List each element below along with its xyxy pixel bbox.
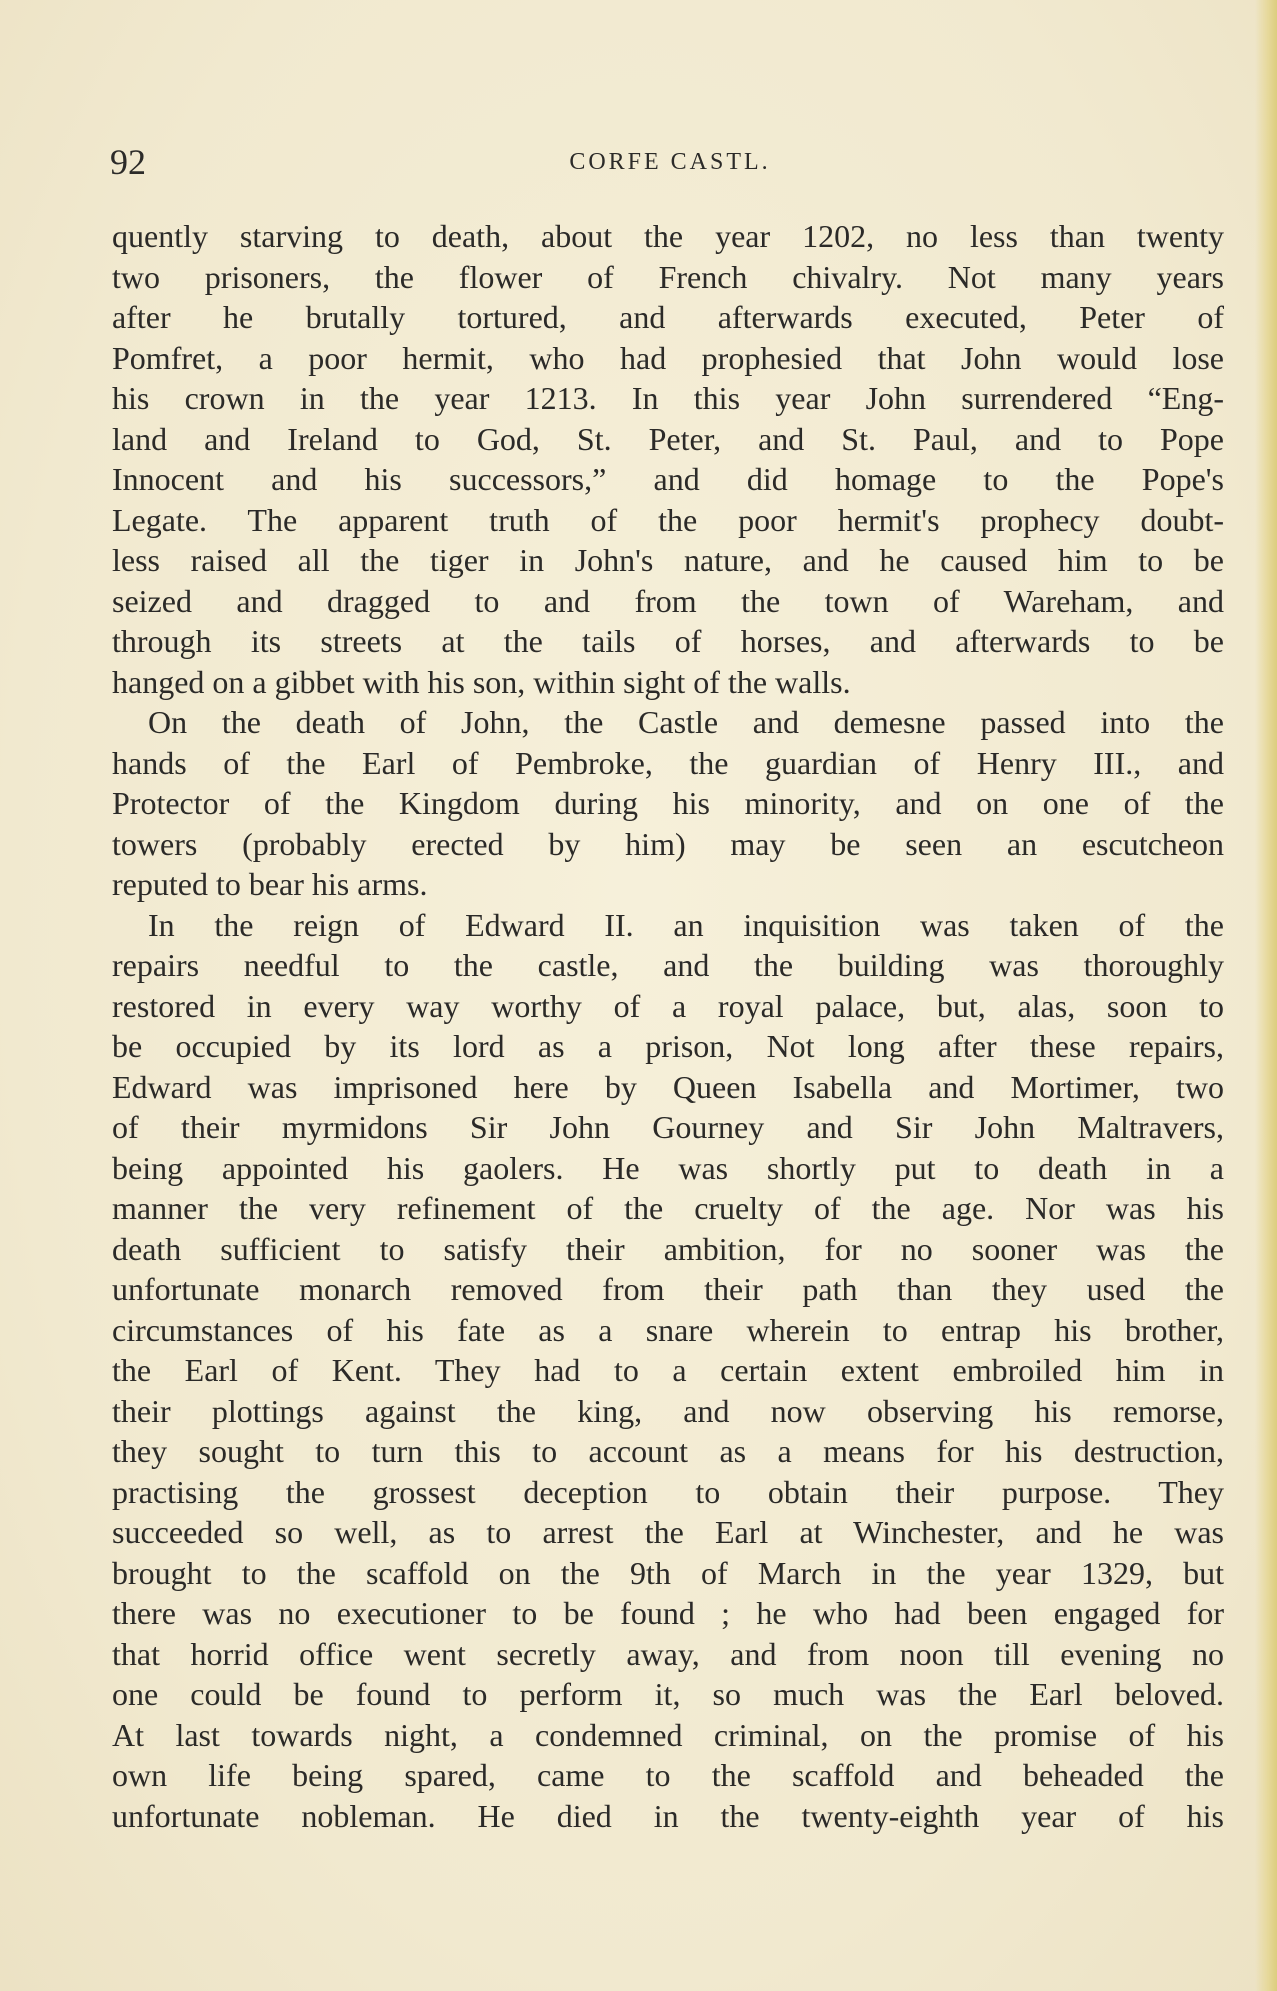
text-line: Protector of the Kingdom during his minority, and on one of the	[112, 785, 1224, 821]
text-line: through its streets at the tails of horses, and afterwards to be	[112, 623, 1224, 659]
text-line: there was no executioner to be found ; he who had been engaged for	[112, 1595, 1224, 1631]
text-line: be occupied by its lord as a prison, Not long after these repairs,	[112, 1028, 1224, 1064]
running-head: CORFE CASTL.	[569, 149, 771, 175]
text-line: Pomfret, a poor hermit, who had prophesied that John would lose	[112, 339, 1224, 376]
text-line: quently starving to death, about the year 1202, no less than twenty	[112, 218, 1224, 254]
text-line: of their myrmidons Sir John Gourney and Sir John Maltravers,	[112, 1109, 1224, 1145]
text-line: hands of the Earl of Pembroke, the guardian of Henry III., and	[112, 744, 1224, 781]
text-line: brought to the scaffold on the 9th of March in the year 1329, but	[112, 1554, 1224, 1591]
text-line: circumstances of his fate as a snare wherein to entrap his brother,	[112, 1311, 1224, 1348]
text-line: manner the very refinement of the cruelty of the age. Nor was his	[112, 1190, 1224, 1226]
text-line: land and Ireland to God, St. Peter, and St. Paul, and to Pope	[112, 420, 1224, 457]
text-line: restored in every way worthy of a royal palace, but, alas, soon to	[112, 987, 1224, 1024]
text-line: hanged on a gibbet with his son, within sight of the walls.	[112, 663, 851, 700]
text-line: less raised all the tiger in John's nature, and he caused him to be	[112, 542, 1224, 578]
page-edge-stain	[1255, 0, 1277, 1991]
text-line: unfortunate nobleman. He died in the twenty-eighth year of his	[112, 1797, 1224, 1834]
text-line: succeeded so well, as to arrest the Earl at Winchester, and he was	[112, 1514, 1224, 1550]
text-line: Edward was imprisoned here by Queen Isabella and Mortimer, two	[112, 1068, 1224, 1105]
text-line: In the reign of Edward II. an inquisition was taken of the	[148, 906, 1224, 943]
text-line: they sought to turn this to account as a means for his destruction,	[112, 1433, 1224, 1469]
text-line: Legate. The apparent truth of the poor hermit's prophecy doubt-	[112, 501, 1224, 538]
text-line: that horrid office went secretly away, and from noon till evening no	[112, 1635, 1224, 1672]
body-text	[112, 216, 1224, 1836]
text-line: death sufficient to satisfy their ambition, for no sooner was the	[112, 1230, 1224, 1267]
text-line: repairs needful to the castle, and the building was thoroughly	[112, 947, 1224, 983]
text-line: seized and dragged to and from the town of Wareham, and	[112, 582, 1224, 619]
page-number: 92	[110, 142, 146, 182]
text-line: On the death of John, the Castle and demesne passed into the	[148, 704, 1224, 740]
text-line: At last towards night, a condemned criminal, on the promise of his	[112, 1716, 1224, 1753]
text-line: being appointed his gaolers. He was shortly put to death in a	[112, 1149, 1224, 1186]
text-line: their plottings against the king, and now observing his remorse,	[112, 1392, 1224, 1429]
text-line: one could be found to perform it, so much was the Earl beloved.	[112, 1676, 1224, 1712]
text-line: after he brutally tortured, and afterwards executed, Peter of	[112, 299, 1224, 335]
text-line: unfortunate monarch removed from their path than they used the	[112, 1271, 1224, 1307]
text-line: practising the grossest deception to obtain their purpose. They	[112, 1473, 1224, 1510]
text-line: his crown in the year 1213. In this year John surrendered “Eng-	[112, 380, 1224, 416]
text-line: own life being spared, came to the scaffold and beheaded the	[112, 1757, 1224, 1793]
text-line: two prisoners, the flower of French chivalry. Not many years	[112, 258, 1224, 295]
text-line: the Earl of Kent. They had to a certain extent embroiled him in	[112, 1352, 1224, 1388]
text-line: towers (probably erected by him) may be seen an escutcheon	[112, 825, 1224, 862]
page-header	[110, 142, 1230, 182]
text-line: reputed to bear his arms.	[112, 866, 428, 902]
text-line: Innocent and his successors,” and did homage to the Pope's	[112, 461, 1224, 497]
